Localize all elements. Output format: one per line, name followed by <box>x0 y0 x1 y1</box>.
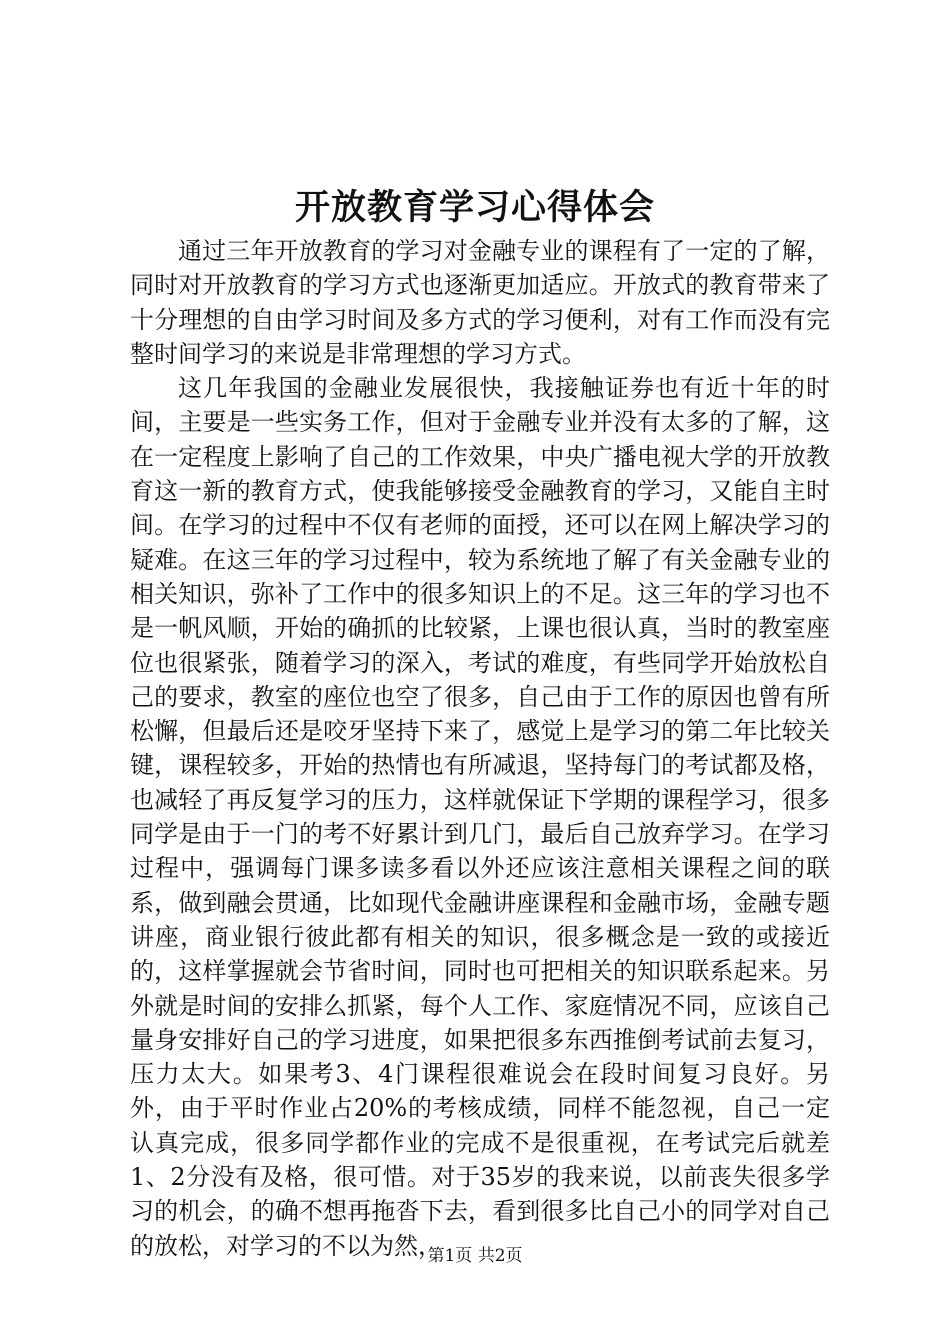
document-body <box>130 234 830 1263</box>
paragraph-1: 通过三年开放教育的学习对金融专业的课程有了一定的了解，同时对开放教育的学习方式也逐渐更加适应。开放式的教育带来了十分理想的自由学习时间及多方式的学习便利，对有工作而没有完整时间学习的来说是非常理想的学习方式。 <box>130 237 830 368</box>
document-title: 开放教育学习心得体会 <box>294 187 655 228</box>
paragraph-2: 这几年我国的金融业发展很快，我接触证券也有近十年的时间，主要是一些实务工作，但对于金融专业并没有太多的了解，这在一定程度上影响了自己的工作效果，中央广播电视大学的开放教育这一新的教育方式，使我能够接受金融教育的学习，又能自主时间。在学习的过程中不仅有老师的面授，还可以在网上解决学习的疑难。在这三年的学习过程中，较为系统地了解了有关金融专业的相关知识，弥补了工作中的很多知识上的不足。这三年的学习也不是一帆风顺，开始的确抓的比较紧，上课也很认真，当时的教室座位也很紧张，随着学习的深入，考试的难度，有些同学开始放松自己的要求，教室的座位也空了很多，自己由于工作的原因也曾有所松懈，但最后还是咬牙坚持下来了，感觉上是学习的第二年比较关键，课程较多，开始的热情也有所减退，坚持每门的考试都及格，也减轻了再反复学习的压力，这样就保证下学期的课程学习，很多同学是由于一门的考不好累计到几门，最后自己放弃学习。在学习过程中，强调每门课多读多看以外还应该注意相关课程之间的联系，做到融会贯通，比如现代金融讲座课程和金融市场，金融专题讲座，商业银行彼此都有相关的知识，很多概念是一致的或接近的，这样掌握就会节省时间，同时也可把相关的知识联系起来。另外就是时间的安排么抓紧，每个人工作、家庭情况不同，应该自己量身安排好自己的学习进度，如果把很多东西推倒考试前去复习，压力太大。如果考3、4门课程很难说会在段时间复习良好。另外，由于平时作业占20%的考核成绩，同样不能忽视，自己一定认真完成，很多同学都作业的完成不是很重视，在考试完后就差1、2分没有及格，很可惜。对于35岁的我来说，以前丧失很多学习的机会，的确不想再拖沓下去，看到很多比自己小的同学对自己的放松，对学习的不以为然， <box>130 374 830 1260</box>
page-footer: 第1页 共2页 <box>427 1246 523 1266</box>
